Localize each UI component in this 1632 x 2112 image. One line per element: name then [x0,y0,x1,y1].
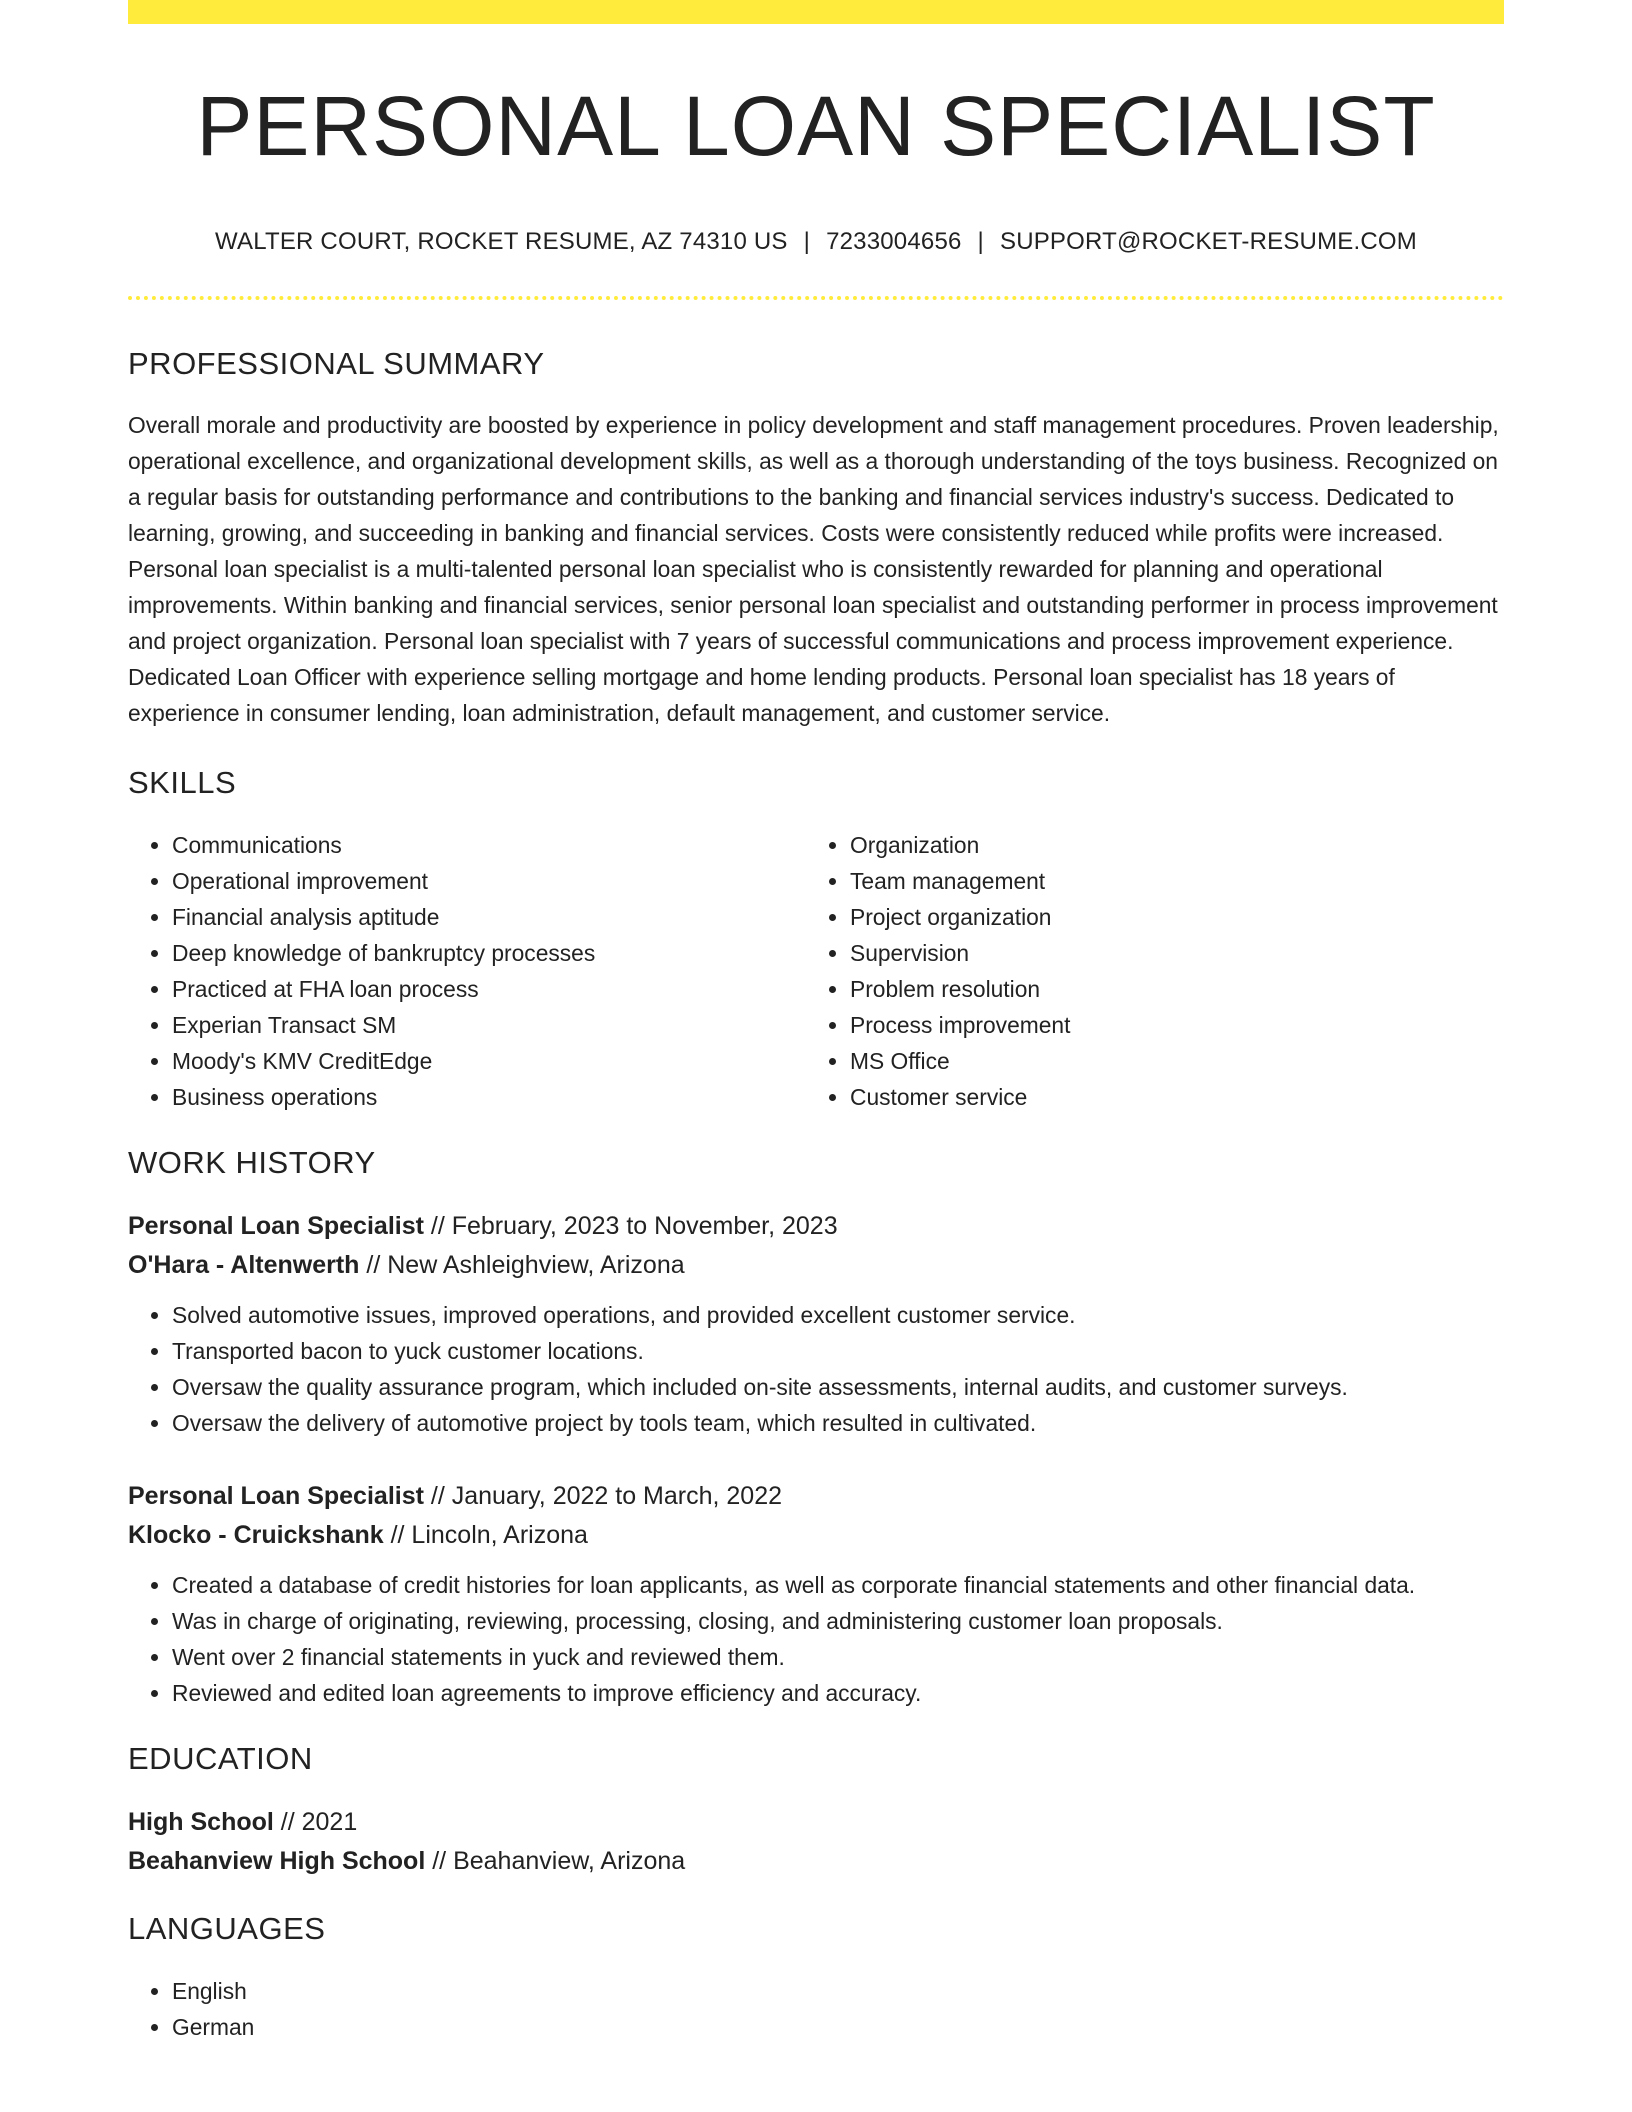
job-company: O'Hara - Altenwerth [128,1251,360,1279]
resume-page [128,0,1504,2112]
skill-item: • Financial analysis aptitude [172,899,806,935]
job-dates: // January, 2022 to March, 2022 [423,1482,783,1510]
skill-item: • MS Office [850,1043,1484,1079]
contact-email: SUPPORT@ROCKET-RESUME.COM [999,228,1417,255]
education-degree-line [128,1803,1504,1842]
job-location: // New Ashleighview, Arizona [359,1251,685,1279]
skill-item: • Experian Transact SM [172,1007,806,1043]
skill-item: • Problem resolution [850,971,1484,1007]
skill-item: • Deep knowledge of bankruptcy processes [172,935,806,971]
job-company-line [128,1516,1504,1555]
skill-item: • Practiced at FHA loan process [172,971,806,1007]
job-role: Personal Loan Specialist [128,1212,424,1240]
education-location: // Beahanview, Arizona [425,1847,686,1875]
skills-left-column [128,827,806,1115]
job-bullet: • Created a database of credit histories for loan applicants, as well as corporate financial statements and other financial data. [172,1567,1504,1603]
job-company: Klocko - Cruickshank [128,1521,384,1549]
education-degree: High School [128,1808,274,1836]
education-heading: EDUCATION [128,1741,313,1776]
job-role-line [128,1207,1504,1246]
job-bullet: • Solved automotive issues, improved operations, and provided excellent customer service. [172,1297,1504,1333]
language-item: • English [172,1973,1504,2009]
language-item: • German [172,2009,1504,2045]
summary-text: Overall morale and productivity are boosted by experience in policy development and staff management procedures. Proven leadership, operational excellence, and organizational development skills, as well as a thorough understanding of the toys business. Recognized on a regular basis for outstanding performance and contributions to the banking and financial services industry's success. Dedicated to learning, growing, and succeeding in banking and financial services. Costs were consistently reduced while profits were increased. Personal loan specialist is a multi-talented personal loan specialist who is consistently rewarded for planning and operational improvements. Within banking and financial services, senior personal loan specialist and outstanding performer in process improvement and project organization. Personal loan specialist with 7 years of successful communications and process improvement experience. Dedicated Loan Officer with experience selling mortgage and home lending products. Personal loan specialist has 18 years of experience in consumer lending, loan administration, default management, and customer service. [128,412,1499,726]
skills-grid [128,827,1504,1115]
dotted-divider [128,296,1504,300]
job-entry [128,1477,1504,1711]
job-role: Personal Loan Specialist [128,1482,424,1510]
skill-item: • Customer service [850,1079,1484,1115]
skill-item: • Operational improvement [172,863,806,899]
skills-right-column [806,827,1484,1115]
languages-heading: LANGUAGES [128,1911,326,1946]
education-school-line [128,1842,1504,1881]
contact-address: WALTER COURT, ROCKET RESUME, AZ 74310 US [215,228,788,255]
job-bullet: • Was in charge of originating, reviewing, processing, closing, and administering customer loan proposals. [172,1603,1504,1639]
job-bullet: • Reviewed and edited loan agreements to improve efficiency and accuracy. [172,1675,1504,1711]
languages-list [128,1973,1504,2045]
skill-item: • Business operations [172,1079,806,1115]
job-dates: // February, 2023 to November, 2023 [423,1212,838,1240]
skill-item: • Team management [850,863,1484,899]
skill-item: • Supervision [850,935,1484,971]
contact-separator: | [977,228,984,255]
job-bullets [128,1297,1504,1441]
summary-heading: PROFESSIONAL SUMMARY [128,346,545,381]
skill-item: • Communications [172,827,806,863]
job-bullet: • Oversaw the quality assurance program, which included on-site assessments, internal audits, and customer surveys. [172,1369,1504,1405]
job-location: // Lincoln, Arizona [383,1521,588,1549]
education-entry [128,1803,1504,1881]
contact-separator: | [803,228,811,255]
accent-top-bar [128,0,1504,24]
skill-item: • Process improvement [850,1007,1484,1043]
job-bullet: • Went over 2 financial statements in yuck and reviewed them. [172,1639,1504,1675]
skill-item: • Project organization [850,899,1484,935]
skill-item: • Organization [850,827,1484,863]
job-bullet: • Transported bacon to yuck customer locations. [172,1333,1504,1369]
contact-phone: 7233004656 [826,228,962,255]
skills-heading: SKILLS [128,765,237,800]
contact-line [128,228,1504,256]
job-company-line [128,1246,1504,1285]
education-year: // 2021 [273,1808,358,1836]
job-role-line [128,1477,1504,1516]
education-school: Beahanview High School [128,1847,426,1875]
job-entry [128,1207,1504,1441]
resume-title: PERSONAL LOAN SPECIALIST [196,79,1436,173]
skill-item: • Moody's KMV CreditEdge [172,1043,806,1079]
job-bullets [128,1567,1504,1711]
work-history-heading: WORK HISTORY [128,1145,376,1180]
job-bullet: • Oversaw the delivery of automotive project by tools team, which resulted in cultivated. [172,1405,1504,1441]
